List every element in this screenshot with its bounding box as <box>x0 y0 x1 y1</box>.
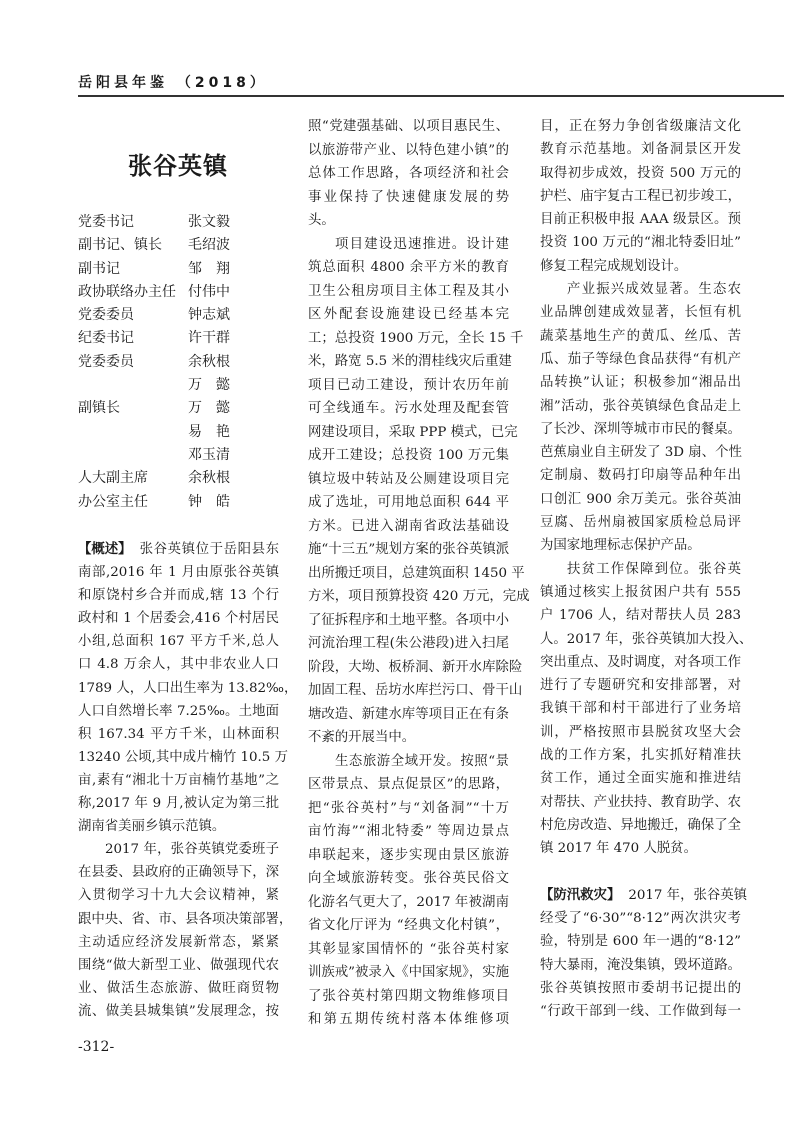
text-line: 为国家地理标志保护产品。 <box>540 538 701 554</box>
text-line <box>78 538 279 561</box>
text-line: 我镇干部和村干部进行了业务培 <box>540 701 741 717</box>
column-right <box>540 115 753 1024</box>
text-line: 成开工建设；总投资 100 万元集 <box>308 448 509 463</box>
text-line: 成了选址，可用地总面积 644 平 <box>308 495 509 510</box>
text-line: 围绕“做大新型工业、做强现代农 <box>78 957 279 973</box>
text-line: 南部,2016 年 1 月由原张谷英镇 <box>78 565 279 581</box>
running-head: 岳阳县年鉴 （2018） <box>78 75 268 91</box>
leader-name: 余秋根 <box>188 353 230 370</box>
text-line: 了长沙、深圳等城市市民的餐桌。 <box>540 421 741 437</box>
text-line: 突出重点、及时调度，对各项工作 <box>540 654 741 670</box>
text-line: 方米。已进入湖南省政法基础设 <box>308 518 509 534</box>
text-line: 入贯彻学习十九大会议精神，紧 <box>78 888 279 904</box>
text-line: 方米，项目预算投资 420 万元，完成 <box>308 589 530 604</box>
text-line: 项目已动工建设，预计农历年前 <box>308 377 509 393</box>
leader-name: 钟志斌 <box>188 307 230 324</box>
text-line: 特大暴雨，淹没集镇，毁坏道路。 <box>540 957 741 973</box>
text-line: 塘改造、新建水库等项目正在有条 <box>308 706 509 722</box>
text-line: 对帮扶、产业扶持、教育助学、农 <box>540 794 741 810</box>
text-line: 阶段，大坳、板桥洞、新开水库除险 <box>308 659 523 675</box>
text-line: 亩,素有“湘北十万亩楠竹基地”之 <box>78 772 279 788</box>
text-line: 业品牌创建成效显著，长恒有机 <box>540 305 741 321</box>
text-line: 产业振兴成效显著。生态农 <box>567 282 741 298</box>
text-line: 定制扇、数码打印扇等品种年出 <box>540 468 741 484</box>
leader-name: 邓玉清 <box>188 446 230 463</box>
text-line: 可全线通车。污水处理及配套管 <box>308 401 509 416</box>
leader-row <box>78 327 288 350</box>
text-line: 目前正积极申报 AAA 级景区。预 <box>540 212 741 228</box>
page-title: 张谷英镇 <box>128 151 228 180</box>
leader-row <box>78 397 288 420</box>
text-line: 户 1706 人，结对帮扶人员 283 <box>540 608 741 624</box>
text-line: 口 4.8 万余人，其中非农业人口 <box>78 657 279 673</box>
section-heading: 【概述】 <box>78 542 132 557</box>
text-line: 镇通过核实上报贫困户共有 555 <box>540 584 741 600</box>
leader-name: 付伟中 <box>188 283 230 300</box>
text-line: 了征拆程序和土地平整。各项中小 <box>308 612 509 628</box>
text-line: 口创汇 900 余万美元。张谷英油 <box>540 491 741 507</box>
text-line: 张谷英镇按照市委胡书记提出的 <box>540 980 741 996</box>
text-line: 战的工作方案，扎实抓好精准扶 <box>540 748 741 764</box>
leader-row <box>78 211 288 234</box>
text-line: 护栏、庙宇复古工程已初步竣工， <box>540 188 741 204</box>
text-line: 施“十三五”规划方案的张谷英镇派 <box>308 542 510 557</box>
text-line: 扶贫工作保障到位。张谷英 <box>567 561 741 577</box>
text-line: 村危房改造、异地搬迁，确保了全 <box>540 817 741 833</box>
text-line: 2017 年，张谷英镇党委班子 <box>105 842 279 858</box>
text-line: 不紊的开展当中。 <box>308 730 416 745</box>
text-line: 目，正在努力争创省级廉洁文化 <box>540 119 741 134</box>
text-line: 修复工程完成规划设计。 <box>540 258 688 274</box>
text-line-rest: 2017 年，张谷英镇 <box>628 887 748 903</box>
text-line: 串联起来，逐步实现由景区旅游 <box>308 847 509 863</box>
text-line: 加固工程、岳坊水库拦污口、骨干山 <box>308 683 523 698</box>
leader-row <box>78 421 288 444</box>
text-line: 以旅游带产业、以特色建小镇”的 <box>308 142 509 158</box>
leader-name: 邹翔 <box>188 260 230 277</box>
leader-role: 党委委员 <box>78 307 134 324</box>
text-line: 贫工作，通过全面实施和推进结 <box>540 771 741 787</box>
text-line: 筑总面积 4800 余平方米的教育 <box>308 260 509 275</box>
text-line: 出所搬迁项目，总建筑面积 1450 平 <box>308 565 525 581</box>
text-line <box>540 884 748 907</box>
text-line: 政村和 1 个居委会,416 个村居民 <box>78 611 279 627</box>
text-line: 跟中央、省、市、县各项决策部署， <box>78 911 293 927</box>
text-line: 河流治理工程(朱公港段)进入扫尾 <box>308 636 509 651</box>
leader-role: 党委委员 <box>78 353 134 370</box>
text-line: 训，严格按照市县脱贫攻坚大会 <box>540 724 741 740</box>
text-line: “行政干部到一线、工作做到每一 <box>540 1004 741 1020</box>
text-line: 镇垃圾中转站及公厕建设项目完 <box>308 471 509 487</box>
section-heading: 【防汛救灾】 <box>540 887 621 903</box>
paragraph-gap <box>540 861 741 884</box>
text-line: 和原饶村乡合并而成,辖 13 个行 <box>78 588 279 604</box>
text-line: 在县委、县政府的正确领导下，深 <box>78 865 279 881</box>
text-line-rest: 张谷英镇位于岳阳县东 <box>139 542 279 557</box>
text-line: 进行了专题研究和安排部署，对 <box>540 678 741 694</box>
text-line: 省文化厅评为 “经典文化村镇”， <box>308 918 509 933</box>
text-line: 投资 100 万元的“湘北特委旧址” <box>540 235 741 251</box>
leader-role: 副书记 <box>78 260 120 277</box>
leader-name: 毛绍波 <box>188 237 230 254</box>
text-line: 生态旅游全域开发。按照“景 <box>335 753 509 769</box>
text-line: 人口自然增长率 7.25‰。土地面 <box>78 703 279 719</box>
leader-name: 余秋根 <box>188 470 230 487</box>
header-rule <box>78 95 784 97</box>
leader-row <box>78 281 288 304</box>
leader-row <box>78 374 288 397</box>
text-line: 照“党建强基础、以项目惠民生、 <box>308 119 509 134</box>
text-line: 湖南省美丽乡镇示范镇。 <box>78 819 226 835</box>
leader-row <box>78 467 288 490</box>
leader-row <box>78 351 288 374</box>
text-line: 取得初步成效，投资 500 万元的 <box>540 165 741 181</box>
text-line: 瓜、茄子等绿色食品获得“有机产 <box>540 351 741 367</box>
text-line: 流、做美县城集镇”发展理念，按 <box>78 1003 279 1019</box>
leader-name: 张文毅 <box>188 214 230 230</box>
text-line: 项目建设迅速推进。设计建 <box>335 236 509 252</box>
leader-role: 副镇长 <box>78 400 120 417</box>
column-left <box>78 538 298 1023</box>
text-line: 蔬菜基地生产的黄瓜、丝瓜、苦 <box>540 328 741 344</box>
leader-role: 政协联络办主任 <box>78 283 176 300</box>
leader-name: 万懿 <box>188 377 230 394</box>
text-line: 化游名气更大了，2017 年被湖南 <box>308 894 509 910</box>
text-line: 和第五期传统村落本体维修项 <box>308 1012 509 1027</box>
text-line: 训族戒”被录入《中国家规》，实施 <box>308 965 510 980</box>
text-line: 积 167.34 平方千米，山林面积 <box>78 726 279 742</box>
leader-row <box>78 304 288 327</box>
text-line: 卫生公租房项目主体工程及其小 <box>308 283 509 299</box>
leader-name: 许干群 <box>188 330 230 347</box>
text-line: 头。 <box>308 213 335 228</box>
leader-role: 人大副主席 <box>78 470 148 487</box>
text-line: 人。2017 年，张谷英镇加大投入、 <box>540 631 753 647</box>
text-line: 业、做活生态旅游、做旺商贸物 <box>78 980 279 996</box>
text-line: 网建设项目，采取 PPP 模式，已完 <box>308 424 518 440</box>
leader-name: 钟皓 <box>188 493 230 510</box>
text-line: 米，路宽 5.5 米的渭桂线灾后重建 <box>308 354 512 369</box>
text-line: 了张谷英村第四期文物维修项目 <box>308 988 509 1004</box>
text-line: 小组,总面积 167 平方千米,总人 <box>78 634 279 650</box>
leader-name: 易艳 <box>188 423 230 440</box>
text-line: 向全域旅游转变。张谷英民俗文 <box>308 871 509 886</box>
text-line: 品转换”认证；积极参加“湘品出 <box>540 375 741 391</box>
text-line: 豆腐、岳州扇被国家质检总局评 <box>540 515 741 531</box>
leader-name: 万懿 <box>188 400 230 417</box>
text-line: 教育示范基地。刘备洞景区开发 <box>540 142 741 158</box>
leader-role: 办公室主任 <box>78 493 148 510</box>
leader-row <box>78 444 288 467</box>
leadership-list <box>78 211 288 514</box>
text-line: 主动适应经济发展新常态，紧紧 <box>78 934 279 950</box>
text-line: 13240 公顷,其中成片楠竹 10.5 万 <box>78 749 288 765</box>
text-line: 把“张谷英村”与“刘备洞”“十万 <box>308 800 509 816</box>
text-line: 区外配套设施建设已经基本完 <box>308 307 509 322</box>
text-line: 芭蕉扇业自主研发了 3D 扇、个性 <box>540 445 742 461</box>
text-line: 镇 2017 年 470 人脱贫。 <box>540 841 698 857</box>
leader-row <box>78 258 288 281</box>
text-line: 湘”活动，张谷英镇绿色食品走上 <box>540 398 741 414</box>
text-line: 事业保持了快速健康发展的势 <box>308 189 509 205</box>
leader-role: 党委书记 <box>78 214 134 230</box>
text-line: 区带景点、景点促景区”的思路， <box>308 777 509 792</box>
text-line: 工；总投资 1900 万元，全长 15 千 <box>308 330 524 346</box>
text-line: 其彰显家国情怀的 “张谷英村家 <box>308 941 509 957</box>
text-line: 经受了“6·30”“8·12”两次洪灾考 <box>540 911 741 927</box>
leader-role: 纪委书记 <box>78 330 134 347</box>
text-line: 验，特别是 600 年一遇的“8·12” <box>540 934 741 950</box>
text-line: 总体工作思路，各项经济和社会 <box>308 166 509 181</box>
text-line: 称,2017 年 9 月,被认定为第三批 <box>78 796 279 812</box>
leader-role: 副书记、镇长 <box>78 237 162 254</box>
text-line: 亩竹海”“湘北特委” 等周边景点 <box>308 824 509 839</box>
leader-row <box>78 491 288 514</box>
column-middle <box>308 115 530 1032</box>
page-number: -312- <box>78 1039 115 1055</box>
text-line: 1789 人，人口出生率为 13.82‰， <box>78 680 298 696</box>
leader-row <box>78 234 288 257</box>
